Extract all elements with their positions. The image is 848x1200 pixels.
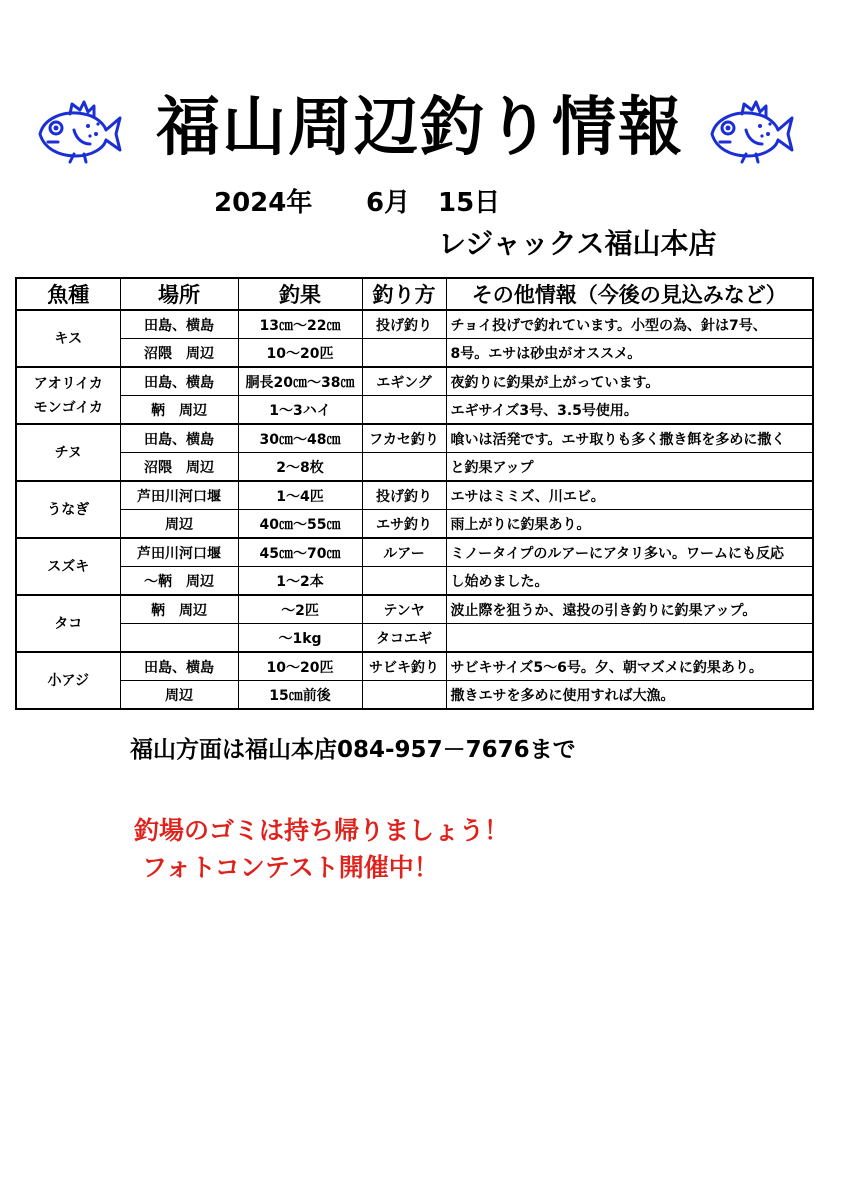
method-cell: タコエギ — [362, 624, 446, 653]
catch-cell: 2～8枚 — [238, 453, 362, 482]
place-cell: 田島、横島 — [120, 367, 238, 396]
info-cell: と釣果アップ — [446, 453, 813, 482]
info-cell — [446, 624, 813, 653]
method-cell — [362, 396, 446, 425]
notice-garbage: 釣場のゴミは持ち帰りましょう！ — [134, 816, 510, 845]
page-title: 福山周辺釣り情報 — [156, 91, 684, 165]
info-cell: チョイ投げで釣れています。小型の為、針は7号、 — [446, 310, 813, 339]
catch-cell: 30㎝～48㎝ — [238, 424, 362, 453]
info-cell: サビキサイズ5～6号。夕、朝マズメに釣果あり。 — [446, 652, 813, 681]
place-cell: 鞆 周辺 — [120, 595, 238, 624]
place-cell: 田島、横島 — [120, 652, 238, 681]
table-row — [16, 481, 813, 510]
place-cell: 田島、横島 — [120, 424, 238, 453]
method-cell — [362, 453, 446, 482]
table-row — [16, 339, 813, 368]
method-cell: テンヤ — [362, 595, 446, 624]
place-cell: ～鞆 周辺 — [120, 567, 238, 596]
catch-cell: ～2匹 — [238, 595, 362, 624]
catch-cell: 10～20匹 — [238, 339, 362, 368]
table-row — [16, 367, 813, 396]
table-row — [16, 453, 813, 482]
fish-species-cell: スズキ — [16, 538, 120, 595]
place-cell: 鞆 周辺 — [120, 396, 238, 425]
header-method: 釣り方 — [362, 278, 446, 310]
fish-species-cell: 小アジ — [16, 652, 120, 709]
method-cell: 投げ釣り — [362, 310, 446, 339]
table-row — [16, 567, 813, 596]
header-info: その他情報（今後の見込みなど） — [446, 278, 813, 310]
fishing-info-table — [15, 277, 814, 710]
catch-cell: 15㎝前後 — [238, 681, 362, 710]
place-cell: 沼隈 周辺 — [120, 339, 238, 368]
method-cell — [362, 339, 446, 368]
place-cell: 周辺 — [120, 681, 238, 710]
fish-species-cell: キス — [16, 310, 120, 367]
catch-cell: ～1kg — [238, 624, 362, 653]
date-month: 6月 — [366, 188, 411, 218]
method-cell — [362, 567, 446, 596]
catch-cell: 胴長20㎝～38㎝ — [238, 367, 362, 396]
info-cell: エサはミミズ、川エビ。 — [446, 481, 813, 510]
catch-cell: 13㎝～22㎝ — [238, 310, 362, 339]
place-cell: 芦田川河口堰 — [120, 538, 238, 567]
fish-icon — [34, 100, 122, 164]
method-cell: 投げ釣り — [362, 481, 446, 510]
info-cell: エギサイズ3号、3.5号使用。 — [446, 396, 813, 425]
notice-photo-contest: フォトコンテスト開催中！ — [142, 853, 439, 882]
method-cell: ルアー — [362, 538, 446, 567]
method-cell: エギング — [362, 367, 446, 396]
table-row — [16, 624, 813, 653]
place-cell: 芦田川河口堰 — [120, 481, 238, 510]
info-cell: ミノータイプのルアーにアタリ多い。ワームにも反応 — [446, 538, 813, 567]
catch-cell: 45㎝～70㎝ — [238, 538, 362, 567]
date-year: 2024年 — [214, 188, 313, 218]
shop-name: レジャックス福山本店 — [438, 227, 717, 260]
info-cell: 喰いは活発です。エサ取りも多く撒き餌を多めに撒く — [446, 424, 813, 453]
method-cell — [362, 681, 446, 710]
catch-cell: 1～4匹 — [238, 481, 362, 510]
header-catch: 釣果 — [238, 278, 362, 310]
place-cell: 田島、横島 — [120, 310, 238, 339]
catch-cell: 10～20匹 — [238, 652, 362, 681]
table-row — [16, 510, 813, 539]
fish-species-cell: タコ — [16, 595, 120, 652]
info-cell: 波止際を狙うか、遠投の引き釣りに釣果アップ。 — [446, 595, 813, 624]
table-row — [16, 681, 813, 710]
info-cell: 撒きエサを多めに使用すれば大漁。 — [446, 681, 813, 710]
place-cell: 沼隈 周辺 — [120, 453, 238, 482]
catch-cell: 1～3ハイ — [238, 396, 362, 425]
table-row — [16, 396, 813, 425]
header-fish: 魚種 — [16, 278, 120, 310]
table-row — [16, 538, 813, 567]
table-row — [16, 595, 813, 624]
fish-species-cell: アオリイカ モンゴイカ — [16, 367, 120, 424]
catch-cell: 1～2本 — [238, 567, 362, 596]
table-row — [16, 424, 813, 453]
table-row — [16, 652, 813, 681]
table-header-row — [16, 278, 813, 310]
info-cell: 夜釣りに釣果が上がっています。 — [446, 367, 813, 396]
info-cell: 8号。エサは砂虫がオススメ。 — [446, 339, 813, 368]
method-cell: サビキ釣り — [362, 652, 446, 681]
table-row — [16, 310, 813, 339]
fish-icon — [706, 100, 794, 164]
place-cell: 周辺 — [120, 510, 238, 539]
method-cell: エサ釣り — [362, 510, 446, 539]
method-cell: フカセ釣り — [362, 424, 446, 453]
table-body — [16, 310, 813, 709]
info-cell: 雨上がりに釣果あり。 — [446, 510, 813, 539]
fish-species-cell: チヌ — [16, 424, 120, 481]
info-cell: し始めました。 — [446, 567, 813, 596]
date-day: 15日 — [438, 188, 501, 218]
contact-info: 福山方面は福山本店084-957－7676まで — [130, 737, 576, 763]
catch-cell: 40㎝～55㎝ — [238, 510, 362, 539]
fish-species-cell: うなぎ — [16, 481, 120, 538]
header-place: 場所 — [120, 278, 238, 310]
place-cell — [120, 624, 238, 653]
